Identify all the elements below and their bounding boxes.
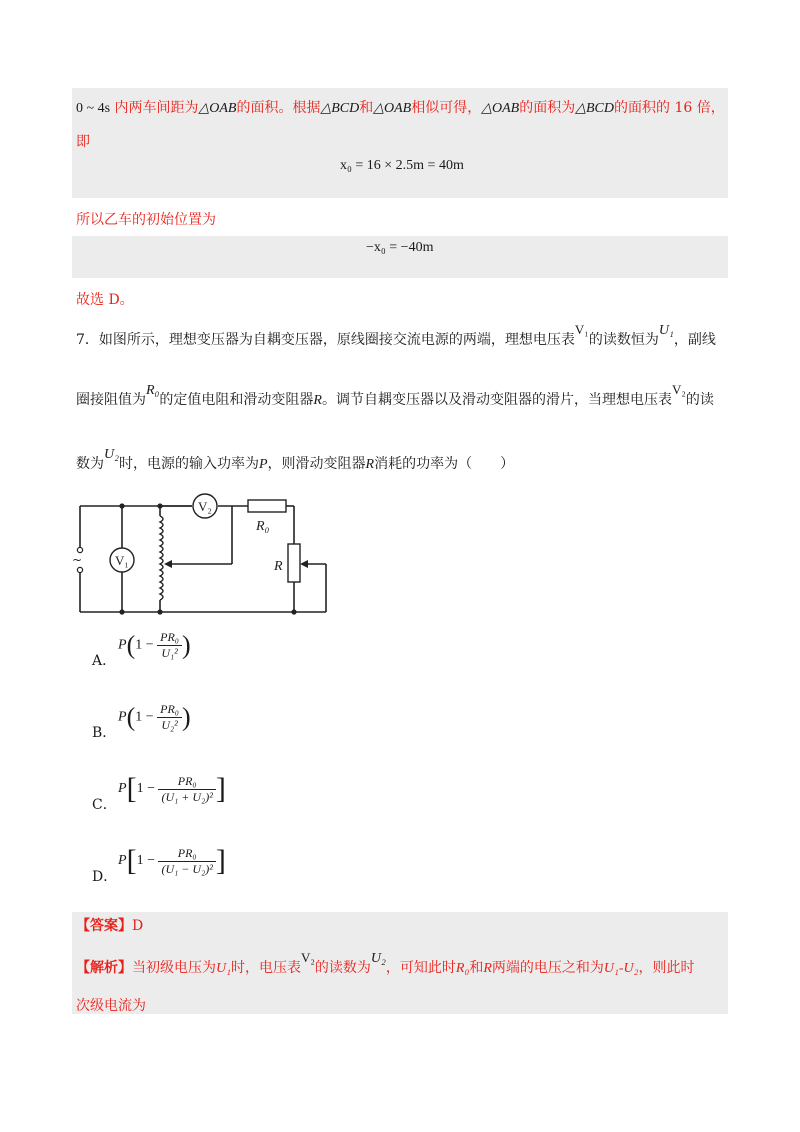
question-line-3: 数为U₂时，电源的输入功率为P，则滑动变阻器R消耗的功率为（ ） — [76, 447, 515, 472]
option-a-expr[interactable]: P(1 − $\frac{\text{PR₀}}{\text{U₁²}}$ ) — [118, 630, 191, 660]
solution-line-4: 故选 D。 — [76, 292, 134, 308]
v2-label: V₂ — [198, 499, 212, 514]
option-d-letter[interactable]: D． — [92, 869, 118, 885]
option-a-letter[interactable]: A． — [92, 653, 117, 669]
solution-line-2: 即 — [76, 134, 90, 150]
r0-label: R₀ — [256, 519, 270, 534]
equation-x0: x₀ = 16 × 2.5m = 40m — [340, 158, 464, 173]
circuit-diagram — [68, 492, 338, 618]
option-d-expr[interactable]: P[1 − $\frac{\text{PR₀}}{\text{(U₁ − U₂)²}}$ ] — [118, 844, 226, 877]
ac-source-label: ~ — [72, 553, 83, 567]
equation-neg-x0: −x₀ = −40m — [366, 240, 434, 255]
option-b-expr[interactable]: P(1 − $\frac{\text{PR₀}}{\text{U₂²}}$ ) — [118, 702, 191, 732]
question-line-1: 7．如图所示，理想变压器为自耦变压器，原线圈接交流电源的两端，理想电压表V₁的读数恒为U₁，副线 — [76, 322, 716, 348]
solution-line-3: 所以乙车的初始位置为 — [76, 212, 216, 228]
option-c-letter[interactable]: C． — [92, 797, 117, 813]
resistor-r0-icon — [248, 500, 286, 512]
rheostat-r-icon — [288, 544, 300, 582]
analysis-line-1: 【解析】当初级电压为U₁时，电压表V₂的读数为U₂，可知此时R₀和R两端的电压之和为U₁-U₂，则此时 — [76, 950, 695, 976]
analysis-line-2: 次级电流为 — [76, 998, 146, 1014]
solution-line-1: 0 ~ 4s 内两车间距为△OAB的面积。根据△BCD和△OAB相似可得，△OAB的面积为△BCD的面积的 16 倍， — [76, 100, 725, 116]
v1-label: V₁ — [115, 553, 129, 568]
coil-icon — [160, 516, 163, 600]
option-c-expr[interactable]: P[1 − $\frac{\text{PR₀}}{\text{(U₁ + U₂)²}}$ ] — [118, 772, 226, 805]
answer-value: D — [132, 918, 144, 934]
answer-line: 【答案】D — [76, 918, 144, 934]
question-line-2: 圈接阻值为R₀的定值电阻和滑动变阻器R。调节自耦变压器以及滑动变阻器的滑片，当理想电压表V₂的读 — [76, 382, 714, 408]
r-label: R — [274, 559, 283, 574]
option-b-letter[interactable]: B． — [92, 725, 117, 741]
